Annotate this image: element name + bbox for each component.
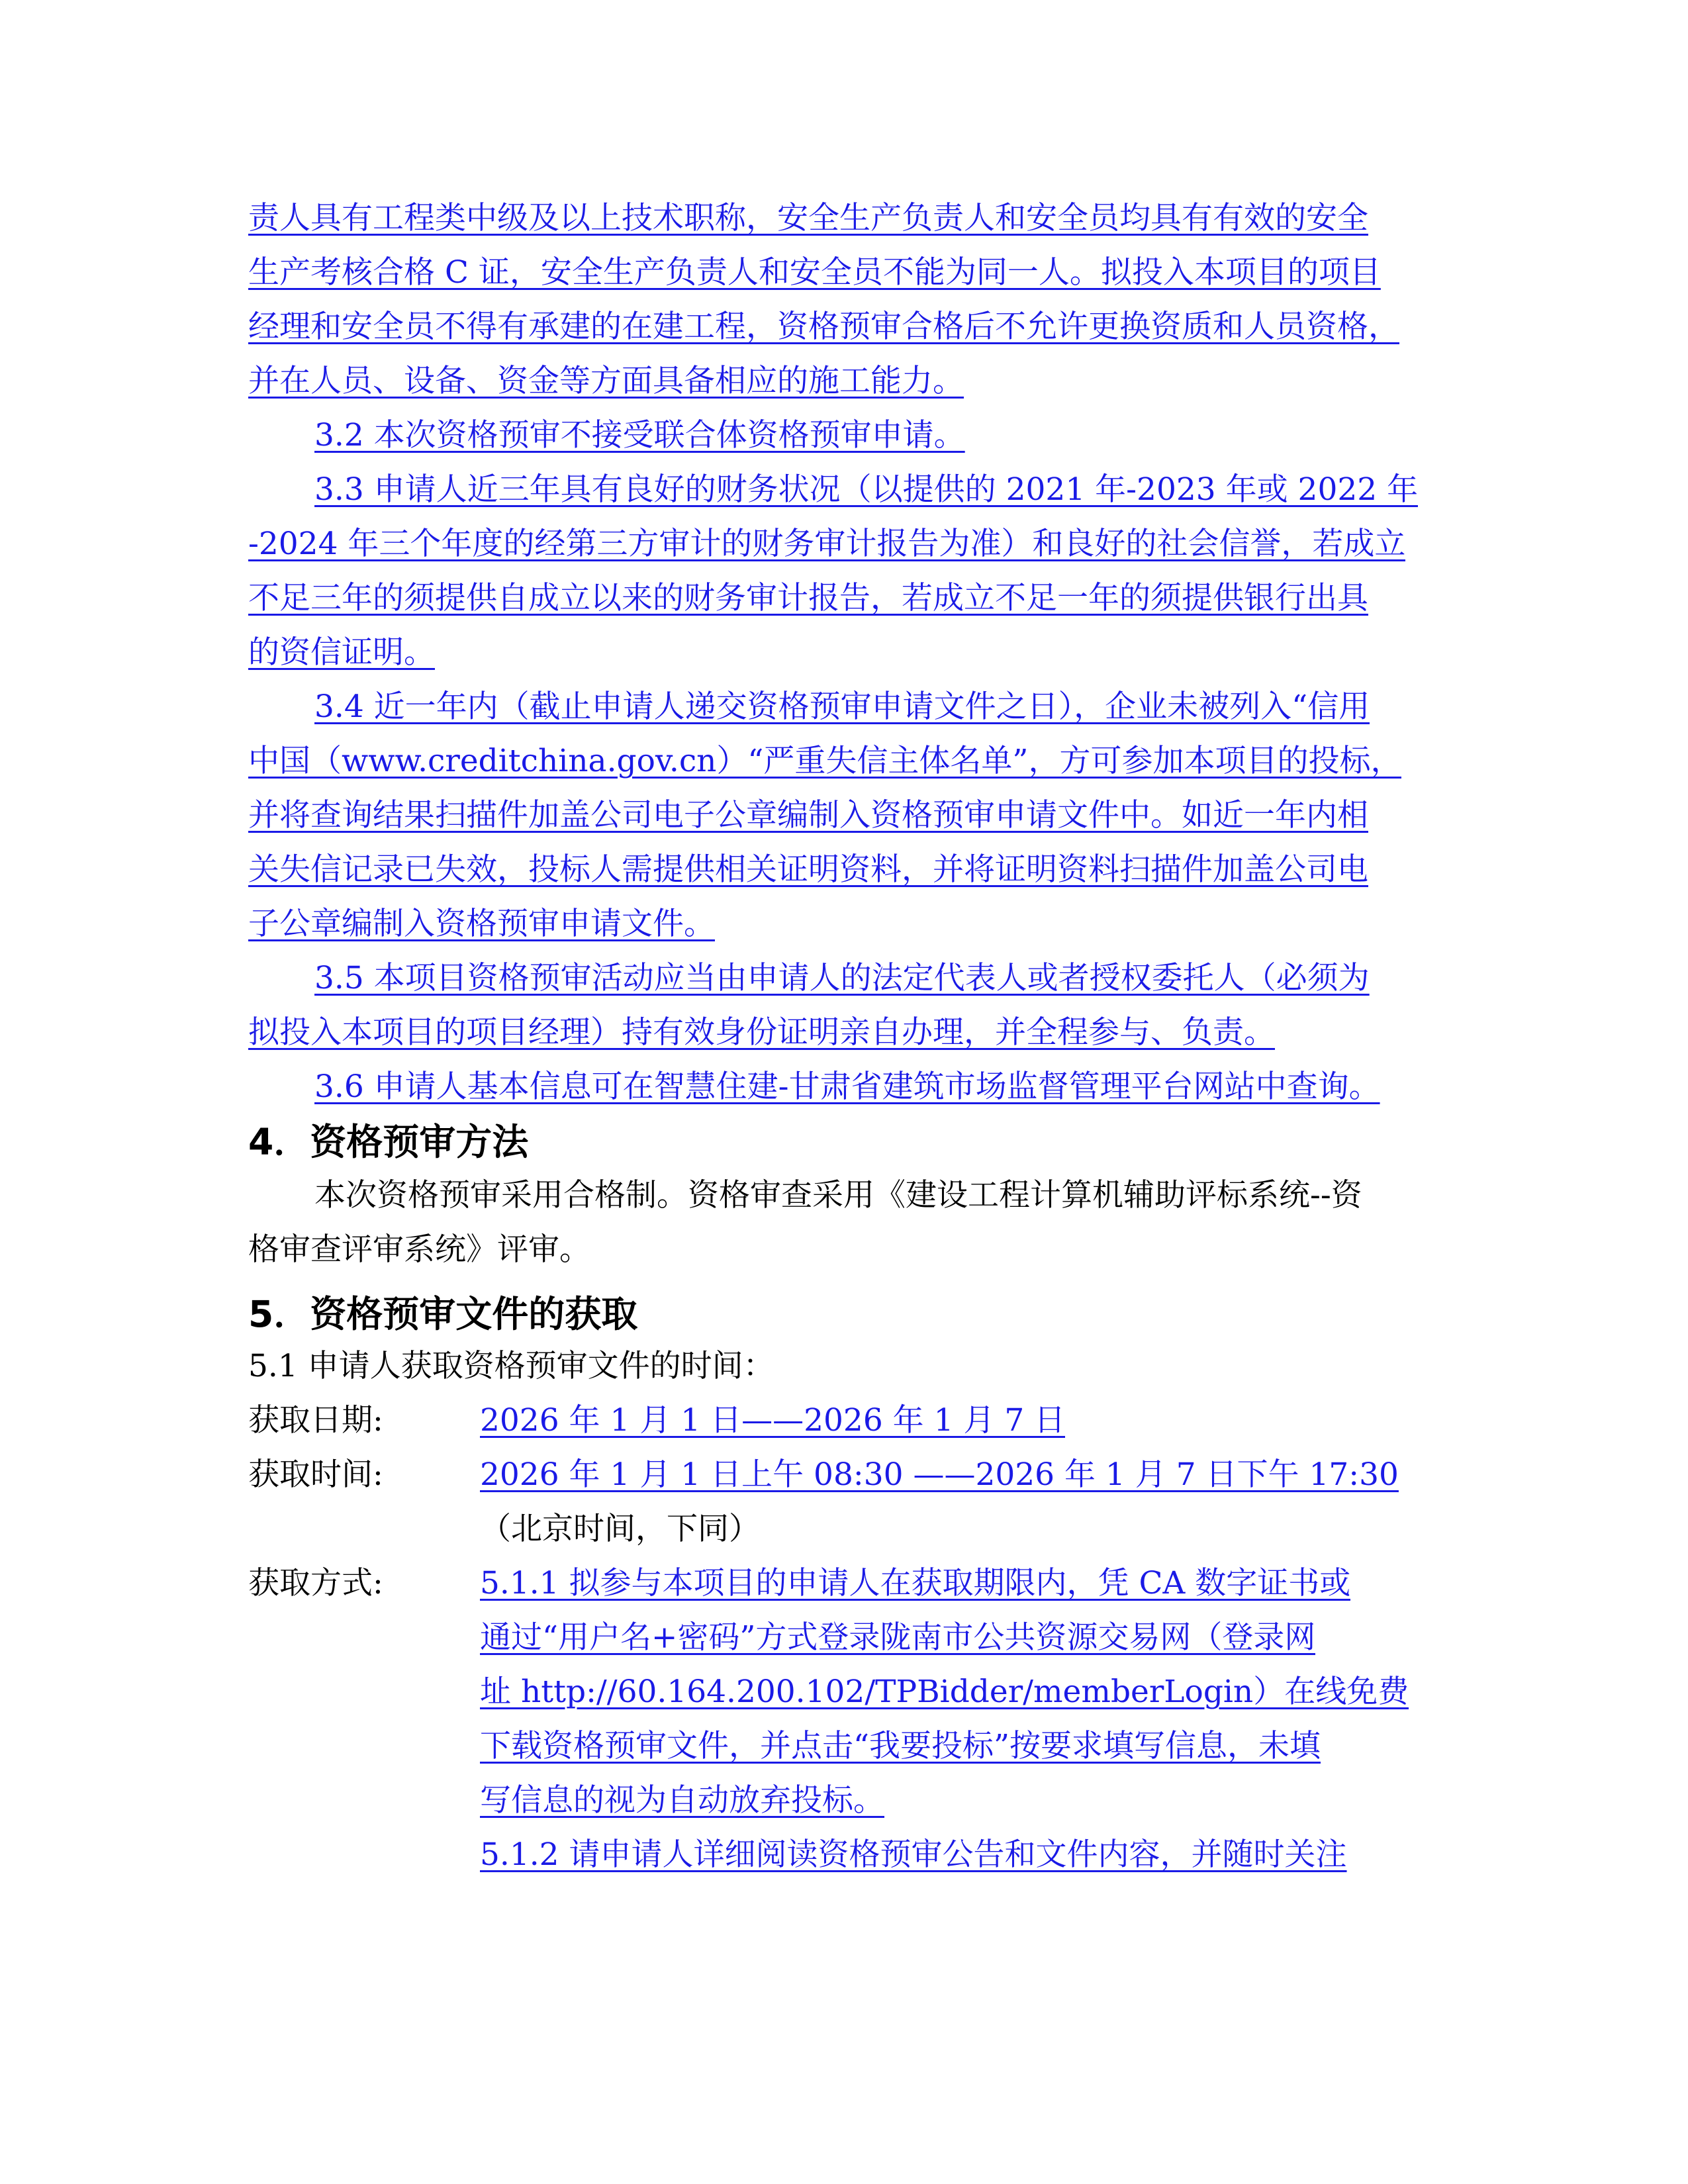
paragraph-3-5-line-1: 3.5 本项目资格预审活动应当由申请人的法定代表人或者授权委托人（必须为	[314, 960, 1370, 996]
paragraph-3-4-line-1: 3.4 近一年内（截止申请人递交资格预审申请文件之日），企业未被列入“信用	[314, 688, 1370, 725]
section-4-body-line-2: 格审查评审系统》评审。	[248, 1231, 590, 1268]
date-label: 获取日期:	[248, 1402, 383, 1439]
method-line-4: 下载资格预审文件，并点击“我要投标”按要求填写信息，未填	[480, 1728, 1321, 1764]
paragraph-3-3-line-1: 3.3 申请人近三年具有良好的财务状况（以提供的 2021 年-2023 年或 2022 年	[314, 471, 1419, 508]
paragraph-3-3-line-3: 不足三年的须提供自成立以来的财务审计报告，若成立不足一年的须提供银行出具	[248, 580, 1368, 616]
time-note: （北京时间，下同）	[480, 1511, 760, 1547]
time-label: 获取时间:	[248, 1456, 383, 1493]
section-5-1-title: 5.1 申请人获取资格预审文件的时间：	[248, 1348, 774, 1384]
paragraph-3-6: 3.6 申请人基本信息可在智慧住建-甘肃省建筑市场监督管理平台网站中查询。	[314, 1068, 1380, 1105]
paragraph-3-4-line-5: 子公章编制入资格预审申请文件。	[248, 906, 715, 942]
section-4-body-line-1: 本次资格预审采用合格制。资格审查采用《建设工程计算机辅助评标系统--资	[314, 1177, 1362, 1213]
paragraph-3-5-line-2: 拟投入本项目的项目经理）持有效身份证明亲自办理，并全程参与、负责。	[248, 1014, 1275, 1051]
method-label: 获取方式:	[248, 1565, 383, 1601]
section-4-heading: 4．资格预审方法	[248, 1121, 529, 1163]
section-5-heading: 5．资格预审文件的获取	[248, 1293, 638, 1335]
paragraph-3-1-line-2: 生产考核合格 C 证，安全生产负责人和安全员不能为同一人。拟投入本项目的项目	[248, 254, 1381, 291]
method-line-5: 写信息的视为自动放弃投标。	[480, 1782, 884, 1819]
date-value: 2026 年 1 月 1 日——2026 年 1 月 7 日	[480, 1402, 1066, 1439]
paragraph-3-3-line-2: -2024 年三个年度的经第三方审计的财务审计报告为准）和良好的社会信誉，若成立	[248, 526, 1406, 562]
paragraph-3-4-line-4: 关失信记录已失效，投标人需提供相关证明资料，并将证明资料扫描件加盖公司电	[248, 851, 1368, 888]
time-value: 2026 年 1 月 1 日上午 08:30 ——2026 年 1 月 7 日下午 17:30	[480, 1456, 1399, 1493]
paragraph-3-3-line-4: 的资信证明。	[248, 634, 435, 671]
paragraph-3-1-line-4: 并在人员、设备、资金等方面具备相应的施工能力。	[248, 363, 964, 399]
paragraph-3-4-line-2: 中国（www.creditchina.gov.cn）“严重失信主体名单”，方可参加本项目的投标，	[248, 743, 1402, 779]
method-line-3: 址 http://60.164.200.102/TPBidder/memberLogin）在线免费	[480, 1674, 1409, 1710]
method-line-1: 5.1.1 拟参与本项目的申请人在获取期限内，凭 CA 数字证书或	[480, 1565, 1351, 1601]
paragraph-3-2: 3.2 本次资格预审不接受联合体资格预审申请。	[314, 417, 965, 453]
paragraph-3-4-line-3: 并将查询结果扫描件加盖公司电子公章编制入资格预审申请文件中。如近一年内相	[248, 797, 1368, 833]
method-5-1-2: 5.1.2 请申请人详细阅读资格预审公告和文件内容，并随时关注	[480, 1836, 1347, 1873]
paragraph-3-1-line-3: 经理和安全员不得有承建的在建工程，资格预审合格后不允许更换资质和人员资格，	[248, 309, 1399, 345]
paragraph-3-1-line-1: 责人具有工程类中级及以上技术职称，安全生产负责人和安全员均具有有效的安全	[248, 200, 1368, 236]
method-line-2: 通过“用户名+密码”方式登录陇南市公共资源交易网（登录网	[480, 1619, 1316, 1656]
